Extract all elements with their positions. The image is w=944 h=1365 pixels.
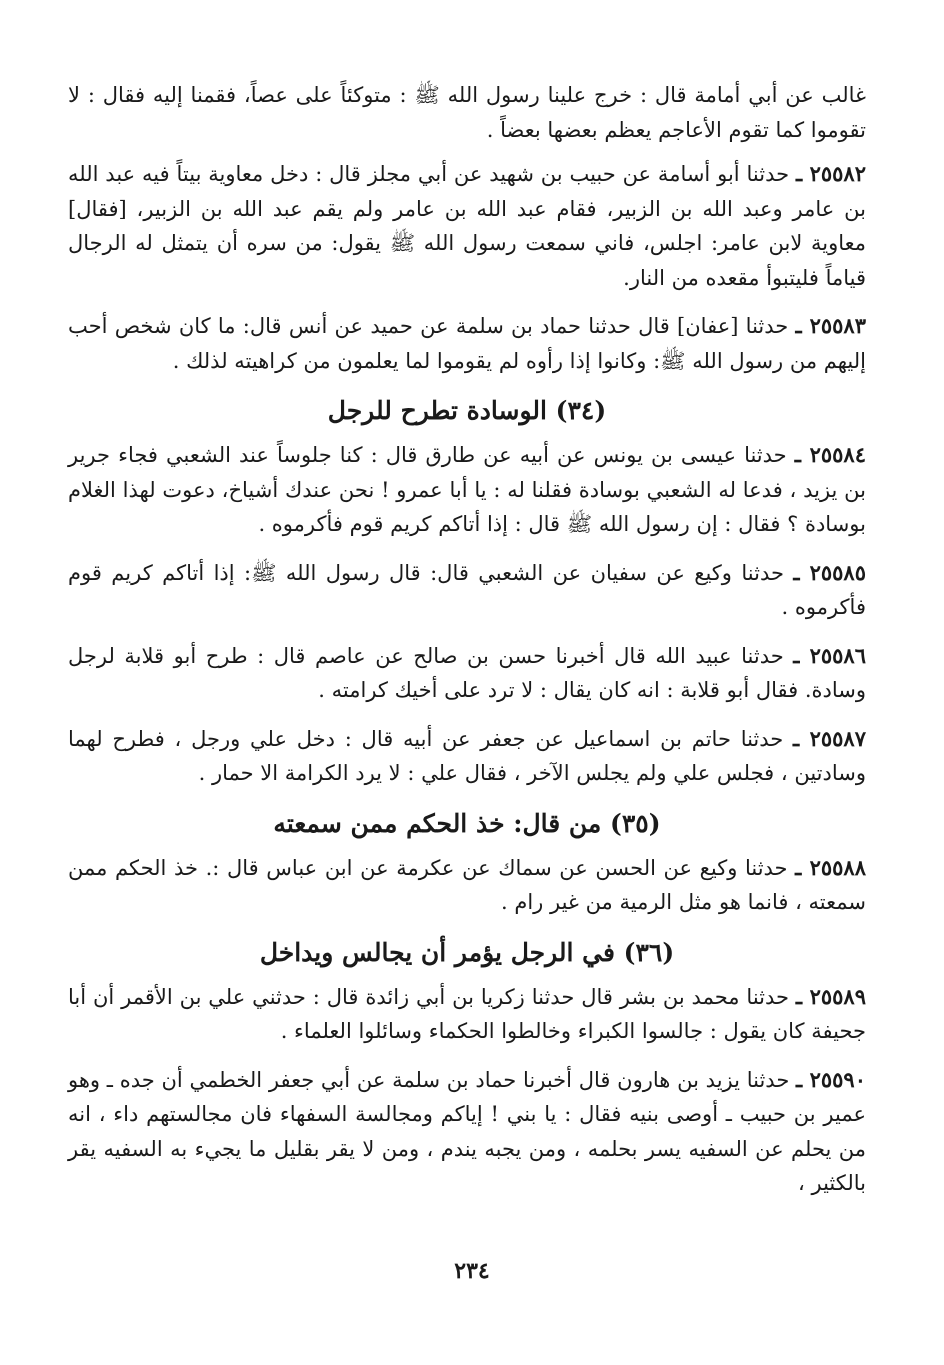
hadith-text: حدثنا حاتم بن اسماعيل عن جعفر عن أبيه قال : دخل علي ورجل ، فطرح لهما وسادتين ، فجلس علي ولم يجلس الآخر ، فقال علي : لا يرد الكرامة الا حمار . bbox=[68, 726, 866, 785]
hadith-paragraph bbox=[68, 157, 866, 295]
hadith-number: ٢٥٥٨٧ ـ bbox=[793, 725, 866, 751]
section-heading: (٣٦) في الرجل يؤمر أن يجالس ويداخل bbox=[259, 937, 675, 967]
hadith-text: حدثنا وكيع عن الحسن عن سماك عن عكرمة عن ابن عباس قال :. خذ الحكم ممن سمعته ، فانما هو مثل الرمية من غير رام . bbox=[68, 855, 866, 914]
hadith-paragraph bbox=[68, 639, 866, 708]
hadith-paragraph bbox=[68, 1063, 866, 1201]
hadith-paragraph bbox=[68, 78, 866, 147]
hadith-text: حدثنا محمد بن بشر قال حدثنا زكريا بن أبي زائدة قال : حدثني علي بن الأقمر أن أبا جحيفة كان يقول : جالسوا الكبراء وخالطوا الحكماء وسائلوا العلماء . bbox=[68, 984, 866, 1043]
hadith-number: ٢٥٥٨٩ ـ bbox=[795, 983, 866, 1009]
hadith-paragraph bbox=[68, 438, 866, 542]
page-number: ٢٣٤ bbox=[454, 1258, 490, 1284]
hadith-number: ٢٥٥٨٥ ـ bbox=[793, 559, 866, 585]
hadith-number: ٢٥٥٩٠ ـ bbox=[796, 1066, 866, 1092]
hadith-text: غالب عن أبي أمامة قال : خرج علينا رسول الله ﷺ : متوكئاً على عصاً، فقمنا إليه فقال : لا تقوموا كما تقوم الأعاجم يعظم بعضها بعضاً . bbox=[68, 83, 866, 142]
hadith-number: ٢٥٥٨٣ ـ bbox=[795, 313, 866, 338]
hadith-text: حدثنا وكيع عن سفيان عن الشعبي قال: قال رسول الله ﷺ: إذا أتاكم كريم قوم فأكرموه . bbox=[68, 560, 866, 619]
hadith-paragraph bbox=[68, 851, 866, 920]
hadith-text: حدثنا [عفان] قال حدثنا حماد بن سلمة عن حميد عن أنس قال: ما كان شخص أحب إليهم من رسول الله ﷺ: وكانوا إذا رأوه لم يقوموا لما يعلمون من كراهيته لذلك . bbox=[68, 314, 866, 373]
hadith-text: حدثنا عبيد الله قال أخبرنا حسن بن صالح عن عاصم قال : طرح أبو قلابة لرجل وسادة. فقال أبو قلابة : انه كان يقال : لا ترد على أخيك كرامته . bbox=[68, 643, 866, 702]
hadith-paragraph bbox=[68, 722, 866, 791]
hadith-paragraph bbox=[68, 556, 866, 625]
hadith-text: حدثنا أبو أسامة عن حبيب بن شهيد عن أبي مجلز قال : دخل معاوية بيتاً فيه عبد الله بن عامر وعبد الله بن الزبير، فقام عبد الله بن عامر ولم يقم عبد الله بن الزبير، [فقال] معاوية لابن عامر: اجلس، فاني سمعت رسول الله ﷺ يقول: من سره أن يتمثل له الرجال قياماً فليتبوأ مقعده من النار. bbox=[68, 162, 866, 290]
hadith-number: ٢٥٥٨٢ ـ bbox=[795, 161, 866, 186]
hadith-number: ٢٥٥٨٨ ـ bbox=[795, 854, 866, 880]
hadith-text: حدثنا يزيد بن هارون قال أخبرنا حماد بن سلمة عن أبي جعفر الخطمي أن جده ـ وهو عمير بن حبيب ـ أوصى بنيه فقال : يا بني ! إياكم ومجالسة السفهاء فان مجالستهم داء ، انه من يحلم عن السفيه يسر بحلمه ، ومن يجبه يندم ، ومن لا يقر بقليل ما يجيء به السفيه يقر بالكثير ، bbox=[68, 1067, 866, 1195]
page-content bbox=[68, 78, 866, 1201]
hadith-number: ٢٥٥٨٦ ـ bbox=[793, 642, 866, 668]
hadith-number: ٢٥٥٨٤ ـ bbox=[794, 442, 866, 467]
hadith-paragraph bbox=[68, 980, 866, 1049]
section-heading: (٣٥) من قال: خذ الحكم ممن سمعته bbox=[273, 808, 661, 838]
hadith-paragraph bbox=[68, 309, 866, 378]
hadith-text: حدثنا عيسى بن يونس عن أبيه عن طارق قال : كنا جلوساً عند الشعبي فجاء جرير بن يزيد ، فدعا له الشعبي بوسادة فقلنا له : يا أبا عمرو ! نحن عندك أشياخ، دعوت لهذا الغلام بوسادة ؟ فقال : إن رسول الله ﷺ قال : إذا أتاكم كريم قوم فأكرموه . bbox=[68, 443, 866, 536]
section-heading: (٣٤) الوسادة تطرح للرجل bbox=[327, 396, 607, 425]
